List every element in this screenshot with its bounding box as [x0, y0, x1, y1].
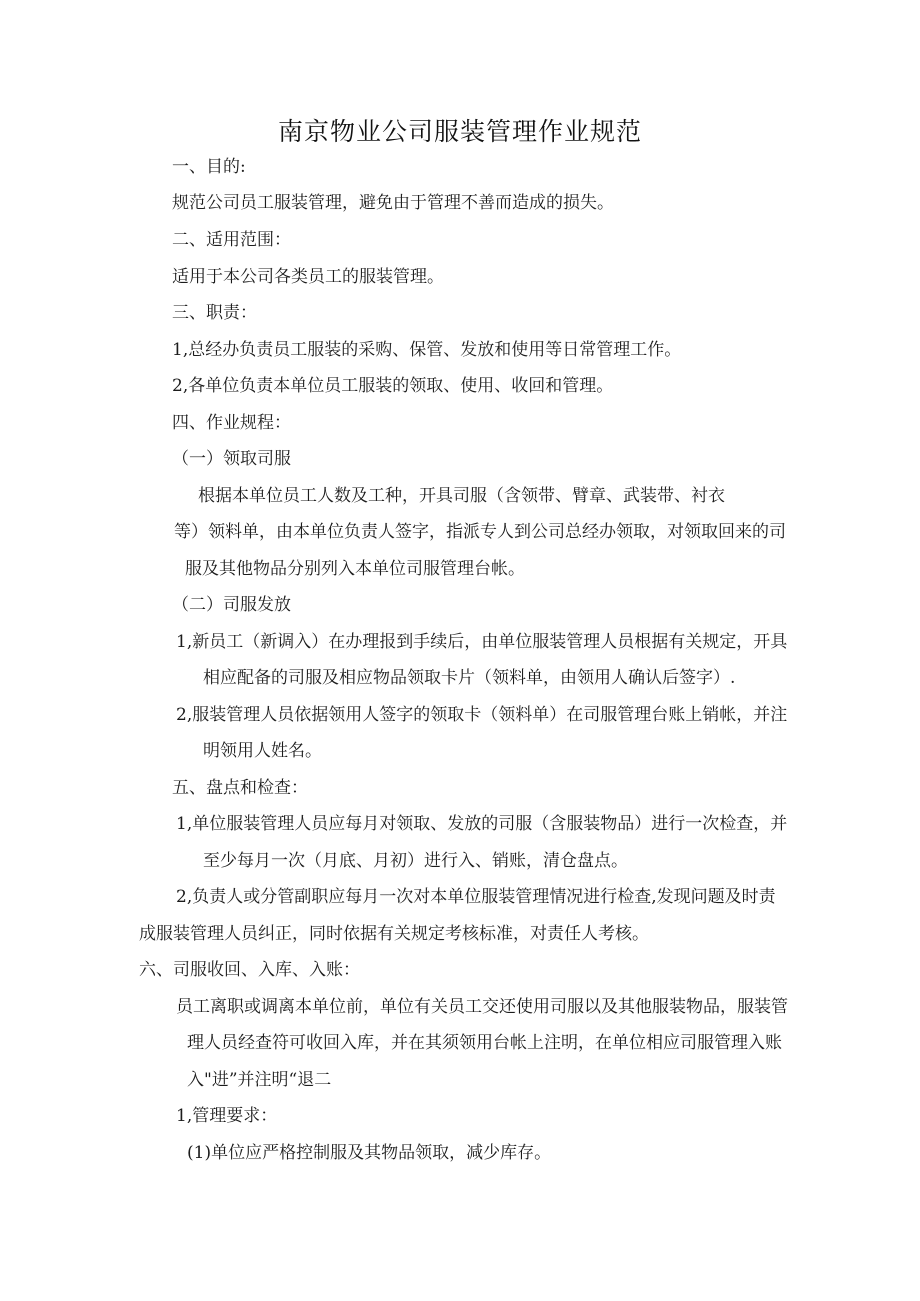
- section-heading-inventory: 五、盘点和检查：: [172, 778, 308, 798]
- paragraph-line: 根据本单位员工人数及工种，开具司服（含领带、臂章、武装带、衬衣: [198, 486, 725, 506]
- paragraph-line: 相应配备的司服及相应物品领取卡片（领料单，由领用人确认后签字）.: [203, 668, 736, 688]
- paragraph-line: 2,负责人或分管副职应每月一次对本单位服装管理情况进行检查,发现问题及时责: [176, 887, 776, 907]
- paragraph-line: 规范公司员工服装管理，避免由于管理不善而造成的损失。: [172, 193, 614, 213]
- paragraph-line: (1)单位应严格控制服及其物品领取，减少库存。: [187, 1143, 552, 1163]
- paragraph-line: 入"进”并注明“退二: [187, 1070, 332, 1090]
- paragraph-line: 2,各单位负责本单位员工服装的领取、使用、收回和管理。: [172, 376, 614, 396]
- section-heading-procedures: 四、作业规程：: [172, 413, 291, 433]
- paragraph-line: 2,服装管理人员依据领用人签字的领取卡（领料单）在司服管理台账上销帐，并注: [176, 705, 788, 725]
- subsection-heading: （一）领取司服: [172, 449, 291, 469]
- section-heading-return: 六、司服收回、入库、入账：: [139, 960, 360, 980]
- paragraph-line: 等）领料单，由本单位负责人签字，指派专人到公司总经办领取，对领取回来的司: [174, 522, 786, 542]
- subsection-heading: 1,管理要求：: [176, 1106, 278, 1126]
- paragraph-line: 明领用人姓名。: [203, 741, 322, 761]
- paragraph-line: 成服装管理人员纠正，同时依据有关规定考核标准，对责任人考核。: [139, 924, 649, 944]
- paragraph-line: 理人员经查符可收回入库，并在其须领用台帐上注明，在单位相应司服管理入账: [187, 1033, 782, 1053]
- paragraph-line: 1,总经办负责员工服装的采购、保管、发放和使用等日常管理工作。: [172, 340, 682, 360]
- section-heading-purpose: 一、目的:: [172, 157, 246, 177]
- paragraph-line: 1,新员工（新调入）在办理报到手续后，由单位服装管理人员根据有关规定，开具: [176, 632, 788, 652]
- subsection-heading: （二）司服发放: [172, 595, 291, 615]
- document-title: 南京物业公司服装管理作业规范: [277, 117, 642, 146]
- paragraph-line: 至少每月一次（月底、月初）进行入、销账，清仓盘点。: [203, 851, 628, 871]
- paragraph-line: 员工离职或调离本单位前，单位有关员工交还使用司服以及其他服装物品，服装管: [176, 997, 788, 1017]
- section-heading-scope: 二、适用范围：: [172, 230, 291, 250]
- paragraph-line: 适用于本公司各类员工的服装管理。: [172, 267, 444, 287]
- section-heading-duties: 三、职责：: [172, 303, 257, 323]
- paragraph-line: 服及其他物品分别列入本单位司服管理台帐。: [185, 559, 525, 579]
- paragraph-line: 1,单位服装管理人员应每月对领取、发放的司服（含服装物品）进行一次检查，并: [176, 814, 788, 834]
